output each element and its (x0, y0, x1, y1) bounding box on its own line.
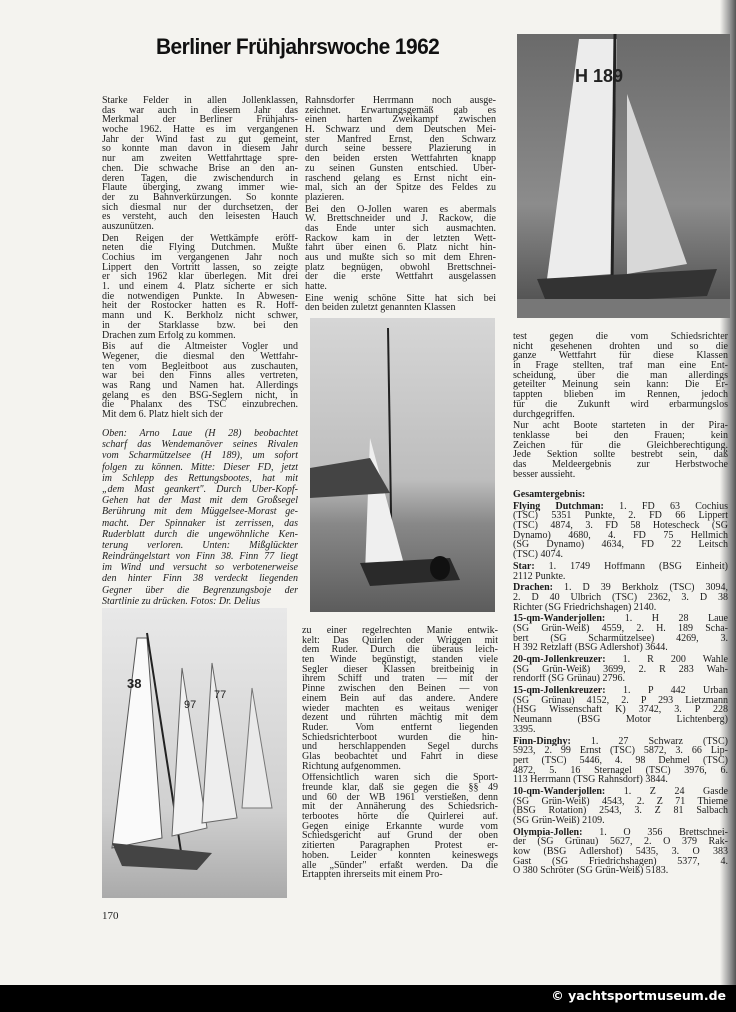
text-line: 1. FD 63 Cochius (603, 501, 728, 512)
text-line: und 60 der WB 1961 verstießen, denn (302, 792, 498, 803)
result-class-name: Finn-Dinghy: (513, 736, 571, 747)
text-line: ster Manfred Ernst, den Schwarz (305, 134, 496, 145)
text-line: 5923, 2. 99 Ernst (TSC) 5872, 3. 66 Lip- (513, 746, 728, 756)
text-line: fahrt über einen 6. Platz nicht hin- (305, 243, 496, 253)
page-number: 170 (102, 910, 119, 922)
text-line: Jede Sektion sollte bestrebt sein, daß (513, 450, 728, 460)
text-line: Bis auf die Altmeister Vogler und (102, 342, 298, 352)
text-line: scharf das Wendemanöver seines Rivalen (102, 439, 298, 451)
text-line: terbootes hörte die Quirlerei auf. (302, 812, 498, 822)
text-line: Nur acht Boote starteten in der Pira- (513, 421, 728, 431)
photo-top-sailboat-h189 (517, 34, 730, 318)
text-line: 2. D 40 Ulbrich (TSC) 2362, 3. D 38 (513, 592, 728, 603)
text-line: Drachen zum Erfolg zu kommen. (102, 330, 236, 341)
text-line: (SG Grün-Weiß) 2109. (513, 816, 605, 826)
text-line: H 392 Retzlaff (BSG Adlershof) 3644. (513, 643, 668, 653)
text-line: hoben. Leider konnten keineswegs (302, 850, 498, 861)
text-line: 113 Herrmann (TSG Rahnsdorf) 3844. (513, 775, 668, 785)
result-class-entry (513, 562, 728, 572)
text-line: mal, sich an der Spitze des Feldes zu (305, 183, 496, 193)
result-class-entry (513, 502, 728, 512)
text-line: den beiden zuletzt genannten Klassen (305, 303, 456, 314)
text-line: im Wind und versucht so verbotenerweise (102, 562, 298, 574)
result-class-name: Flying Dutchman: (513, 501, 604, 512)
article-title: Berliner Frühjahrswoche 1962 (156, 34, 440, 59)
text-line: in der Starklasse bzw. bei den (102, 320, 298, 331)
text-line: 2112 Punkte. (513, 571, 566, 582)
text-line: sich diesmal nur der durchsetzen, der (102, 202, 298, 213)
text-line: hatte. (305, 282, 327, 292)
text-line: Cochius im vergangenen Jahr noch (102, 253, 298, 263)
text-line: (HSG Wissenschaft K) 3742, 3. P 228 (513, 705, 728, 716)
text-line: heit der Rostocker hatten es R. Hoff- (102, 301, 298, 312)
sail-number: H 189 (575, 66, 624, 86)
text-line: das war auch in diesem Jahr das (102, 105, 298, 116)
text-line: zeichnet. Erwartungsgemäß gab es (305, 105, 496, 116)
text-line: es versteht, auch den leisesten Hauch (102, 212, 298, 222)
text-line: (SG Grünau) 4152, 2. P 293 Lietzmann (513, 695, 728, 706)
text-line: zitierten Paragraphen Protest er- (302, 841, 498, 851)
text-line: freunde klar, daß sie gegen die §§ 49 (302, 783, 498, 793)
text-line: ten vom Begleitboot aus zuschauten, (102, 361, 298, 372)
text-line: Bei den O-Jollen waren es abermals (305, 204, 496, 215)
text-line: alle „Sünder" erfaßt werden. Da die (302, 860, 498, 871)
text-line: Mit dem 6. Platz hielt sich der (102, 410, 223, 420)
text-line: das Ende unter sich ausmachten. (305, 223, 496, 234)
text-line: Schiedsrichterboot wurden die hin- (302, 732, 498, 743)
text-line: 1. O 356 Brettschnei- (582, 827, 728, 838)
text-line: tenklasse bei den Frauen; kein (513, 430, 728, 441)
text-line: im Schlepp des Rettungsbootes, hat mit (102, 472, 298, 484)
text-line: Gegen einige Erkannte wurde vom (302, 821, 498, 832)
text-line: (SG Grün-Weiß) 4543, 2. Z 71 Thieme (513, 796, 728, 807)
result-class-name: 10-qm-Wanderjollen: (513, 786, 606, 797)
text-line: gelang es den BSG-Seglern nicht, in (102, 390, 298, 401)
text-line: platz begnügen, obwohl Brettschnei- (305, 262, 496, 273)
text-line: Wegener, die diesmal den Wettfahr- (102, 351, 298, 362)
text-line: Merkmal der Berliner Frühjahrs- (102, 115, 298, 126)
text-line: Offensichtlich waren sich die Sport- (302, 773, 498, 783)
text-line: 1. 1749 Hoffmann (BSG Einheit) (534, 561, 728, 572)
text-line: test gegen die vom Schiedsrichter (513, 332, 728, 342)
text-line: O 380 Schröter (SG Grün-Weiß) 5183. (513, 866, 669, 877)
text-line: dem Ruder. Durch die überaus leich- (302, 645, 498, 656)
text-line: nur am zweiten Wettfahrttage spre- (102, 154, 298, 164)
text-line: (TSC) 4874, 3. FD 58 Hotescheck (SG (513, 521, 728, 531)
text-line: kow (BSG Adlershof) 5435, 3. O 383 (513, 847, 728, 857)
text-line: (TSC) 5351 Punkte, 2. FD 66 Lippert (513, 511, 728, 522)
text-line: das Meldeergebnis zur Herbstwoche (513, 459, 728, 470)
result-class-entry (513, 614, 728, 624)
column-2-bottom (302, 626, 498, 880)
text-line: scheidung, über die man allerdings (513, 370, 728, 381)
text-line: so konnte man davon in diesem Jahr (102, 144, 298, 155)
text-line: kelt: Das Quirlen oder Wriggen mit (302, 635, 498, 646)
text-line: (SG Dynamo) 4634, FD 22 Leitsch (513, 540, 728, 551)
sail-number-77: 77 (214, 689, 227, 701)
text-line: Den Reigen der Wettkämpfe eröff- (102, 233, 298, 244)
result-class-name: Olympia-Jollen: (513, 827, 583, 838)
text-line: deren Tagen, die zwischendurch in (102, 173, 298, 184)
text-line: plazieren. (305, 192, 345, 203)
text-line: geteilter Meinung sein kann: Die Er- (513, 380, 728, 391)
text-line: Gehen hat der Mast mit dem Großsegel (102, 495, 298, 507)
text-line: (SG Grün-Weiß) 4559, 2. H. 189 Scha- (513, 623, 728, 634)
text-line: war bei den Finns alles vertreten, (102, 371, 298, 381)
text-line: Gast (SG Friedrichshagen) 5377, 4. (513, 856, 728, 867)
text-line: mit der Annäherung des Schiedsrich- (302, 802, 498, 813)
text-line: durchgegriffen. (513, 409, 575, 420)
sailboat-illustration (517, 34, 730, 318)
text-line: Gegner über die Begrenzungsboje der (102, 584, 298, 596)
text-line: die notwendigen Punkte. In Abwesen- (102, 291, 298, 302)
text-line: in Frage stellten, traf man eine Ent- (513, 361, 728, 371)
text-line: H. Schwarz und dem Deutschen Mei- (305, 125, 496, 135)
result-class-entry (513, 655, 728, 665)
text-line: durch seine bessere Plazierung in (305, 144, 496, 155)
text-line: zu seinen Gunsten entschied. Über- (305, 163, 496, 174)
photo-bottom-finn-start (102, 608, 287, 898)
text-line: 1. P 442 Urban (605, 686, 728, 696)
text-line: besser aussieht. (513, 469, 576, 480)
text-line: Ertappten ihrerseits mit einem Pro- (302, 870, 443, 880)
result-class-name: Star: (513, 561, 535, 572)
text-line: Zeichen für die Gleichberechtigung. (513, 440, 728, 451)
finn-dinghies-illustration (102, 608, 287, 898)
text-line: Oben: Arno Laue (H 28) beobachtet (102, 428, 298, 439)
text-line: die Phalanx des TSC einzubrechen. (102, 400, 298, 410)
text-line: für die Zukunft wird erbarmungslos (513, 399, 728, 410)
text-line: und herschlappenden Segel durchs (302, 742, 498, 752)
text-line: Lippert den Vortritt lassen, so zeigte (102, 262, 298, 273)
text-line: ganze Wettfahrt für diese Klassen (513, 351, 728, 362)
text-line: 1. und einem 4. Platz sicherte er sich (102, 282, 298, 292)
result-class-name: 15-qm-Jollenkreuzer: (513, 686, 606, 696)
text-line: der zu Bahnverkürzungen. So konnte (102, 192, 298, 203)
results-list (513, 490, 728, 876)
photo-middle-capsized-fd (310, 318, 495, 612)
text-line: Starke Felder in allen Jollenklassen, (102, 96, 298, 106)
text-line: macht. Der Spinnaker ist zerrissen, das (102, 517, 298, 529)
text-line: rendorff (SG Grünau) 2796. (513, 674, 626, 685)
text-line: mann und K. Berkholz nicht schwer, (102, 311, 298, 321)
text-line: aus und mußte sich so mit dem Ehren- (305, 253, 496, 263)
text-line: ihrem Schiff und traten — mit der (302, 674, 498, 685)
text-line: einem Bein auf das andere. Andere (302, 693, 498, 704)
result-class-name: 15-qm-Wanderjollen: (513, 614, 606, 624)
text-line: tappten blieben im Rennen, jedoch (513, 390, 728, 400)
text-line: 3395. (513, 724, 536, 735)
text-line: ten Winde begünstigt, standen viele (302, 655, 498, 665)
result-class-entry (513, 686, 728, 696)
sail-number-38: 38 (127, 676, 142, 691)
text-line: 1. Z 24 Gasde (605, 786, 728, 797)
watermark: © yachtsportmuseum.de (551, 988, 726, 1003)
sail-number-97: 97 (184, 699, 197, 711)
text-line: wieder machten es weitaus weniger (302, 703, 498, 714)
text-line: bert (SG Scharmützelsee) 4269, 3. (513, 633, 728, 644)
text-line: der die erste Wettfahrt ausgelassen (305, 272, 496, 283)
text-line: 1. R 200 Wahle (605, 655, 728, 665)
text-line: Ruder. Vom entfernt liegenden (302, 722, 498, 733)
text-line: Berührung mit dem Müggelsee-Morast ge- (102, 506, 298, 518)
results-heading: Gesamtergebnis: (513, 490, 586, 500)
text-line: 1. H 28 Laue (605, 614, 728, 624)
text-line: Richter (SG Friedrichshagen) 2140. (513, 602, 657, 613)
text-line: woche 1962. Hatte es im vergangenen (102, 125, 298, 135)
text-line: raschend gelang es Ernst nicht ein- (305, 173, 496, 184)
text-line: Flaute überging, zwang immer wie- (102, 183, 298, 193)
text-line: terung verloren. Unten: Mißglückter (102, 539, 298, 551)
text-line: Richtung aufgenommen. (302, 761, 401, 772)
text-line: den beiden ersten Wettfahrten knapp (305, 154, 496, 164)
column-3 (513, 332, 728, 479)
text-line: was Rang und Namen hat. Allerdings (102, 380, 298, 391)
result-class-entry (513, 737, 728, 747)
result-class-entry (513, 828, 728, 838)
text-line: „dem Mast geankert". Durch Über-Kopf- (102, 483, 298, 495)
text-line: Rahnsdorfer Herrmann noch ausge- (305, 96, 496, 106)
text-line: vom Scharmützelsee (H 189), um sofort (102, 450, 298, 462)
text-line: chen. Die schwache Brise an den an- (102, 163, 298, 174)
text-line: W. Brettschneider und J. Rackow, die (305, 214, 496, 224)
text-line: auszunützen. (102, 221, 154, 232)
text-line: Ruderblatt durch die ungewöhnliche Ken- (102, 528, 298, 540)
result-class-entry (513, 787, 728, 797)
photo-caption (102, 428, 298, 607)
text-line: den hinter Finn 38 verdeckt liegenden (102, 573, 298, 585)
text-line: Neumann (BSG Motor Lichtenberg) (513, 715, 728, 725)
text-line: (SG Grün-Weiß) 3699, 2. R 283 Wah- (513, 664, 728, 675)
text-line: Pinne zwischen den Beinen — von (302, 684, 498, 694)
column-1 (102, 96, 298, 420)
text-line: neten die Flying Dutchmen. Mußte (102, 243, 298, 253)
text-line: 1. D 39 Berkholz (TSC) 3094, (553, 583, 728, 593)
result-class-name: 20-qm-Jollenkreuzer: (513, 655, 606, 665)
column-2-top (305, 96, 496, 313)
text-line: (BSG Rotation) 2543, 3. Z 81 Salbach (513, 806, 728, 816)
text-line: (TSC) 4074. (513, 550, 563, 560)
text-line: pert (TSC) 5446, 4. 98 Dehmel (TSC) (513, 755, 728, 766)
text-line: dezent und rührten mächtig mit dem (302, 713, 498, 723)
text-line: 1. 27 Schwarz (TSC) (570, 736, 728, 747)
text-line: 4872, 5. 16 Sternagel (TSC) 3976, 6. (513, 765, 728, 776)
text-line: Eine wenig schöne Sitte hat sich bei (305, 293, 496, 304)
text-line: folgen zu können. Mitte: Dieser FD, jetzt (102, 461, 298, 473)
text-line: Rackow kam in der letzten Wett- (305, 233, 496, 244)
text-line: Startlinie zu drücken. Fotos: Dr. Delius (102, 595, 261, 607)
text-line: Schiedsgericht auf Grund der oben (302, 831, 498, 842)
capsized-boat-illustration (310, 318, 495, 612)
text-line: der (SG Grünau) 5627, 2. O 379 Rak- (513, 837, 728, 848)
text-line: Jahr der Wind fast zu gut gemeint, (102, 134, 298, 145)
text-line: Glas beobachtet und Fahrt in diese (302, 751, 498, 762)
text-line: zu einer regelrechten Manie entwik- (302, 626, 498, 636)
text-line: Dynamo) 4680, 4. FD 75 Hellmich (513, 530, 728, 541)
text-line: Reindrängelstart von Finn 38. Finn 77 liegt (102, 551, 298, 563)
text-line: nicht gesehenen drohten und so die (513, 341, 728, 352)
result-class-name: Drachen: (513, 583, 553, 593)
text-line: Segler dieser Klassen breitbeinig in (302, 664, 498, 675)
text-line: einen harten Zweikampf zwischen (305, 115, 496, 126)
text-line: er sich 1962 klar überlegen. Mit drei (102, 272, 298, 283)
result-class-entry (513, 583, 728, 593)
